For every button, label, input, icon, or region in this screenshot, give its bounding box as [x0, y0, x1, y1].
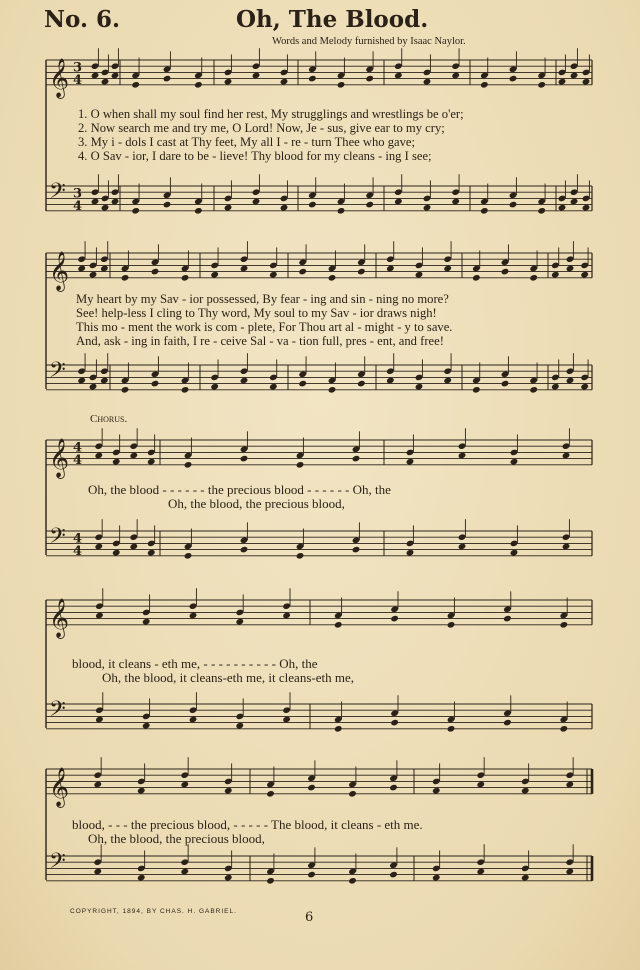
note-head	[131, 207, 140, 215]
note-head	[240, 265, 249, 273]
time-sig-bottom: 4	[73, 543, 83, 559]
note-head	[537, 207, 546, 215]
note-head	[406, 549, 415, 557]
note-head	[93, 868, 102, 876]
note-head	[307, 784, 316, 792]
note-head	[94, 452, 103, 460]
verse-4-line-1: 4. O Sav - ior, I dare to be - lieve! Thy blood for my cleans - ing I see;	[78, 149, 432, 163]
note-head	[328, 274, 337, 282]
note-head	[503, 719, 512, 727]
note-head	[476, 868, 485, 876]
note-head	[357, 268, 366, 276]
note-head	[537, 81, 546, 89]
note-head	[509, 75, 518, 83]
time-sig-top: 3	[73, 186, 83, 202]
verse-2-line-1: 2. Now search me and try me, O Lord! Now, Je - sus, give ear to my cry;	[78, 121, 445, 135]
note-head	[308, 201, 317, 209]
copyright-notice: COPYRIGHT, 1894, BY CHAS. H. GABRIEL.	[70, 908, 237, 915]
note-head	[521, 874, 530, 882]
note-head	[521, 787, 530, 795]
note-head	[266, 790, 275, 798]
hymn-title: Oh, The Blood.	[236, 6, 429, 33]
note-head	[558, 204, 567, 212]
note-head	[501, 268, 510, 276]
note-head	[472, 274, 481, 282]
note-head	[529, 386, 538, 394]
note-head	[266, 877, 275, 885]
note-head	[406, 458, 415, 466]
note-head	[240, 455, 249, 463]
verse-4-line-2: And, ask - ing in faith, I re - ceive Sal - va - tion full, pres - ent, and free!	[76, 334, 444, 348]
note-head	[189, 716, 198, 724]
note-head	[562, 543, 571, 551]
note-head	[570, 72, 579, 80]
note-head	[432, 787, 441, 795]
note-head	[77, 377, 86, 385]
note-head	[307, 871, 316, 879]
treble-clef-icon: 𝄞	[49, 597, 70, 638]
note-head	[121, 386, 130, 394]
note-head	[180, 868, 189, 876]
note-head	[558, 78, 567, 86]
note-head	[565, 868, 574, 876]
note-head	[147, 549, 156, 557]
note-head	[137, 874, 146, 882]
note-head	[252, 72, 261, 80]
note-head	[551, 271, 560, 279]
note-head	[582, 204, 591, 212]
note-head	[357, 380, 366, 388]
time-sig-bottom: 4	[73, 452, 83, 468]
note-head	[224, 204, 233, 212]
note-head	[296, 552, 305, 560]
note-head	[296, 461, 305, 469]
note-head	[280, 78, 289, 86]
note-head	[240, 546, 249, 554]
bass-clef-icon: 𝄢	[49, 697, 66, 728]
note-head	[348, 877, 357, 885]
note-head	[93, 781, 102, 789]
note-head	[365, 75, 374, 83]
chorus-2-upper-lyric: blood, it cleans - eth me, - - - - - - - - - - Oh, the	[72, 656, 318, 671]
note-head	[328, 386, 337, 394]
time-sig-bottom: 4	[73, 198, 83, 214]
note-head	[458, 543, 467, 551]
bass-clef-icon: 𝄢	[49, 849, 66, 880]
note-head	[390, 719, 399, 727]
note-head	[334, 725, 343, 733]
chorus-1-upper-lyric: Oh, the blood - - - - - - the precious blood - - - - - - Oh, the	[88, 482, 391, 497]
note-head	[89, 383, 98, 391]
note-head	[580, 271, 589, 279]
note-head	[112, 458, 121, 466]
note-head	[77, 265, 86, 273]
note-head	[101, 78, 110, 86]
note-head	[235, 618, 244, 626]
note-head	[280, 204, 289, 212]
treble-clef-icon: 𝄞	[49, 250, 70, 291]
note-head	[458, 452, 467, 460]
note-head	[415, 383, 424, 391]
note-head	[394, 198, 403, 206]
note-head	[352, 546, 361, 554]
note-head	[566, 265, 575, 273]
note-head	[423, 78, 432, 86]
note-head	[163, 75, 172, 83]
note-head	[95, 716, 104, 724]
note-head	[129, 543, 138, 551]
note-head	[566, 377, 575, 385]
note-head	[147, 458, 156, 466]
note-head	[131, 81, 140, 89]
note-head	[101, 204, 110, 212]
time-sig-top: 4	[73, 440, 83, 456]
note-head	[451, 72, 460, 80]
chorus-label: Chorus.	[90, 413, 128, 425]
note-head	[91, 198, 100, 206]
note-head	[529, 274, 538, 282]
note-head	[394, 72, 403, 80]
note-head	[100, 265, 109, 273]
note-head	[194, 207, 203, 215]
note-head	[510, 549, 519, 557]
note-head	[252, 198, 261, 206]
note-head	[151, 268, 160, 276]
note-head	[240, 377, 249, 385]
chorus-2-lower-lyric: Oh, the blood, it cleans-eth me, it cleans-eth me,	[102, 670, 354, 685]
note-head	[472, 386, 481, 394]
note-head	[137, 787, 146, 795]
note-head	[348, 790, 357, 798]
note-head	[181, 274, 190, 282]
note-head	[386, 265, 395, 273]
note-head	[308, 75, 317, 83]
verse-2-line-2: See! help-less I cling to Thy word, My soul to my Sav - ior draws nigh!	[76, 306, 437, 320]
note-head	[503, 615, 512, 623]
note-head	[129, 452, 138, 460]
note-head	[510, 458, 519, 466]
note-head	[142, 618, 151, 626]
note-head	[224, 78, 233, 86]
note-head	[352, 455, 361, 463]
note-head	[386, 377, 395, 385]
note-head	[180, 781, 189, 789]
note-head	[269, 383, 278, 391]
note-head	[95, 612, 104, 620]
note-head	[565, 781, 574, 789]
verse-3-line-2: This mo - ment the work is com - plete, For Thou art al - might - y to save.	[76, 320, 453, 334]
chorus-3-upper-lyric: blood, - - - the precious blood, - - - - - The blood, it cleans - eth me.	[72, 817, 423, 832]
note-head	[194, 81, 203, 89]
note-head	[111, 72, 120, 80]
note-head	[121, 274, 130, 282]
note-head	[480, 207, 489, 215]
note-head	[334, 621, 343, 629]
note-head	[562, 452, 571, 460]
note-head	[235, 722, 244, 730]
note-head	[390, 615, 399, 623]
note-head	[337, 207, 346, 215]
note-head	[570, 198, 579, 206]
treble-clef-icon: 𝄞	[49, 437, 70, 478]
time-sig-top: 4	[73, 531, 83, 547]
note-head	[111, 198, 120, 206]
note-head	[365, 201, 374, 209]
chorus-1-lower-lyric: Oh, the blood, the precious blood,	[168, 496, 345, 511]
note-head	[480, 81, 489, 89]
note-head	[580, 383, 589, 391]
bass-clef-icon: 𝄢	[49, 179, 66, 210]
note-head	[509, 201, 518, 209]
treble-clef-icon: 𝄞	[49, 57, 70, 98]
note-head	[298, 380, 307, 388]
note-head	[447, 725, 456, 733]
note-head	[443, 265, 452, 273]
bass-clef-icon: 𝄢	[49, 358, 66, 389]
time-sig-top: 3	[73, 60, 83, 76]
note-head	[298, 268, 307, 276]
note-head	[142, 722, 151, 730]
note-head	[100, 377, 109, 385]
note-head	[282, 612, 291, 620]
note-head	[163, 201, 172, 209]
verse-3-line-1: 3. My i - dols I cast at Thy feet, My all I - re - turn Thee who gave;	[78, 135, 416, 149]
note-head	[189, 612, 198, 620]
note-head	[337, 81, 346, 89]
note-head	[451, 198, 460, 206]
note-head	[224, 874, 233, 882]
note-head	[582, 78, 591, 86]
verse-1-line-1: 1. O when shall my soul find her rest, My strugglings and wrestlings be o'er;	[78, 107, 464, 121]
note-head	[559, 725, 568, 733]
note-head	[181, 386, 190, 394]
note-head	[210, 383, 219, 391]
note-head	[476, 781, 485, 789]
note-head	[415, 271, 424, 279]
note-head	[224, 787, 233, 795]
note-head	[89, 271, 98, 279]
treble-clef-icon: 𝄞	[49, 766, 70, 807]
note-head	[282, 716, 291, 724]
note-head	[94, 543, 103, 551]
hymn-credit: Words and Melody furnished by Isaac Naylor.	[272, 36, 466, 47]
note-head	[551, 383, 560, 391]
note-head	[184, 552, 193, 560]
hymn-number: No. 6.	[44, 6, 120, 33]
note-head	[184, 461, 193, 469]
note-head	[91, 72, 100, 80]
note-head	[423, 204, 432, 212]
note-head	[151, 380, 160, 388]
chorus-3-lower-lyric: Oh, the blood, the precious blood,	[88, 831, 265, 846]
page-number: 6	[305, 910, 314, 925]
note-head	[210, 271, 219, 279]
note-head	[389, 784, 398, 792]
note-head	[501, 380, 510, 388]
bass-clef-icon: 𝄢	[49, 524, 66, 555]
note-head	[559, 621, 568, 629]
note-head	[269, 271, 278, 279]
verse-1-line-2: My heart by my Sav - ior possessed, By fear - ing and sin - ning no more?	[76, 292, 449, 306]
note-head	[112, 549, 121, 557]
note-head	[432, 874, 441, 882]
note-head	[447, 621, 456, 629]
note-head	[443, 377, 452, 385]
note-head	[389, 871, 398, 879]
time-sig-bottom: 4	[73, 72, 83, 88]
